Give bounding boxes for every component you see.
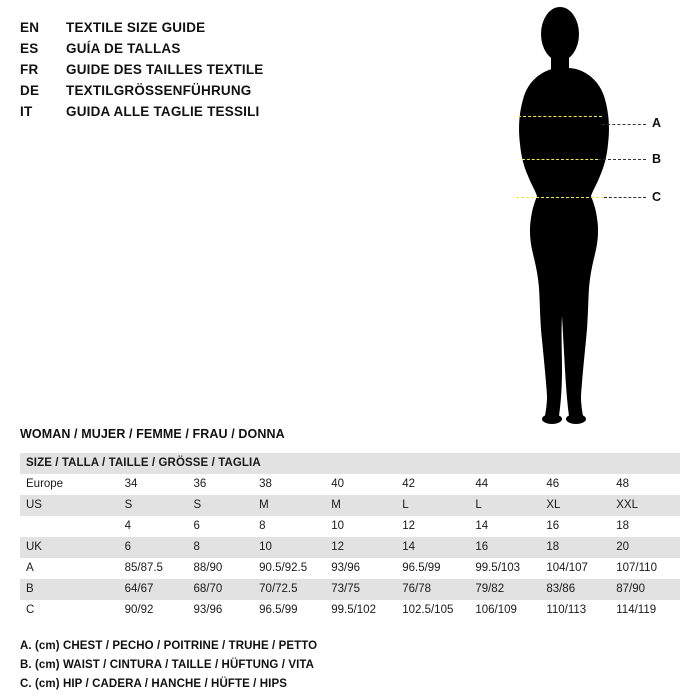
row-value: 8 [253,516,325,537]
waist-guide-line [522,159,598,160]
row-value: 110/113 [540,600,610,621]
row-value: 76/78 [396,579,469,600]
table-row [20,600,680,621]
row-value: 42 [396,474,469,495]
language-title-list [20,20,350,125]
legend-note-b: B. (cm) WAIST / CINTURA / TAILLE / HÜFTUNG / VITA [20,659,315,671]
row-value: 88/90 [187,558,253,579]
row-value: 79/82 [469,579,540,600]
table-row [20,579,680,600]
row-value: S [119,495,188,516]
row-value: 6 [119,537,188,558]
row-label [20,516,119,537]
row-label: C [20,600,119,621]
measurement-figure [430,4,690,429]
row-value: 40 [325,474,396,495]
row-value: 107/110 [610,558,680,579]
row-value: 70/72.5 [253,579,325,600]
language-code: ES [20,41,39,56]
row-value: 90/92 [119,600,188,621]
row-value: M [325,495,396,516]
row-value: 96.5/99 [253,600,325,621]
language-row-de [20,83,350,103]
row-label: A [20,558,119,579]
table-header-label: SIZE / TALLA / TAILLE / GRÖSSE / TAGLIA [20,453,680,474]
row-value: L [469,495,540,516]
row-value: 14 [469,516,540,537]
row-value: 6 [187,516,253,537]
measurement-legend [20,637,680,694]
row-value: 104/107 [540,558,610,579]
row-value: 73/75 [325,579,396,600]
row-value: S [187,495,253,516]
row-value: 34 [119,474,188,495]
row-value: 12 [325,537,396,558]
chest-guide-line [518,116,602,117]
row-value: 36 [187,474,253,495]
hip-leader-line [604,197,646,198]
hip-guide-line [516,197,604,198]
row-value: 99.5/103 [469,558,540,579]
row-value: L [396,495,469,516]
row-value: 12 [396,516,469,537]
language-code: DE [20,83,40,98]
language-row-it [20,104,350,124]
row-value: 87/90 [610,579,680,600]
language-title: TEXTILGRÖSSENFÜHRUNG [66,83,252,98]
waist-leader-line [598,159,646,160]
language-title: GUÍA DE TALLAS [66,41,181,56]
row-value: 46 [540,474,610,495]
row-value: 102.5/105 [396,600,469,621]
table-header-row [20,453,680,474]
size-table [20,453,680,621]
row-value: 64/67 [119,579,188,600]
row-value: 18 [540,537,610,558]
language-row-en [20,20,350,40]
marker-label-b: B [652,152,662,166]
language-code: EN [20,20,40,35]
row-value: 16 [540,516,610,537]
row-value: 20 [610,537,680,558]
row-value: 18 [610,516,680,537]
table-row [20,558,680,579]
language-code: FR [20,62,39,77]
legend-note-c: C. (cm) HIP / CADERA / HANCHE / HÜFTE / HIPS [20,678,288,690]
row-value: 8 [187,537,253,558]
row-value: 48 [610,474,680,495]
table-row [20,516,680,537]
language-row-fr [20,62,350,82]
row-label: UK [20,537,119,558]
marker-label-a: A [652,116,662,130]
language-title: GUIDA ALLE TAGLIE TESSILI [66,104,260,119]
row-value: 38 [253,474,325,495]
row-value: 99.5/102 [325,600,396,621]
row-value: 4 [119,516,188,537]
language-title: GUIDE DES TAILLES TEXTILE [66,62,264,77]
row-value: 93/96 [325,558,396,579]
row-value: 114/119 [610,600,680,621]
row-value: 93/96 [187,600,253,621]
table-row [20,495,680,516]
row-value: 10 [325,516,396,537]
table-row [20,474,680,495]
row-label: US [20,495,119,516]
row-value: 85/87.5 [119,558,188,579]
marker-label-c: C [652,190,662,204]
female-silhouette-icon [480,4,640,429]
row-value: 68/70 [187,579,253,600]
language-code: IT [20,104,33,119]
row-value: M [253,495,325,516]
legend-note-a: A. (cm) CHEST / PECHO / POITRINE / TRUHE / PETTO [20,640,318,652]
row-value: 106/109 [469,600,540,621]
row-value: XXL [610,495,680,516]
language-row-es [20,41,350,61]
row-value: 16 [469,537,540,558]
row-value: 14 [396,537,469,558]
row-label: Europe [20,474,119,495]
row-value: 83/86 [540,579,610,600]
section-title-woman: WOMAN / MUJER / FEMME / FRAU / DONNA [20,427,285,441]
row-value: 10 [253,537,325,558]
row-value: XL [540,495,610,516]
row-value: 44 [469,474,540,495]
row-label: B [20,579,119,600]
row-value: 90.5/92.5 [253,558,325,579]
language-title: TEXTILE SIZE GUIDE [66,20,206,35]
chest-leader-line [602,124,646,125]
table-row [20,537,680,558]
row-value: 96.5/99 [396,558,469,579]
